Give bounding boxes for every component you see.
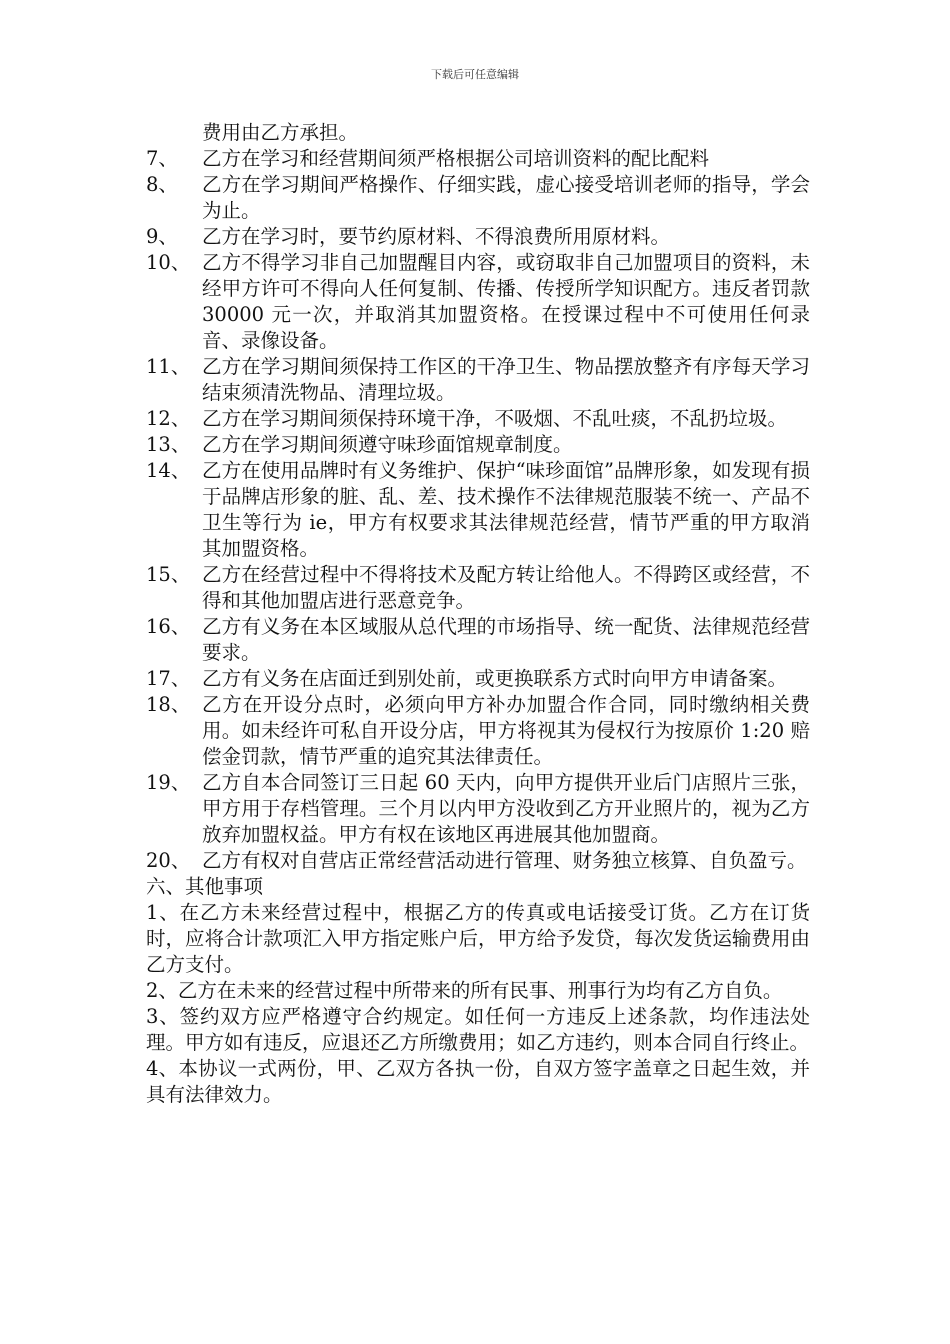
item-number: 19、 xyxy=(146,771,191,794)
item-text: 乙方在学习期间严格操作、仔细实践，虚心接受培训老师的指导，学会为止。 xyxy=(202,173,810,222)
list-item xyxy=(146,432,810,458)
list-item xyxy=(146,406,810,432)
document-body xyxy=(146,120,810,1108)
list-item xyxy=(146,666,810,692)
item-text: 乙方在学习期间须保持环境干净，不吸烟、不乱吐痰，不乱扔垃圾。 xyxy=(202,407,788,430)
item-number: 7、 xyxy=(146,147,178,170)
list-item xyxy=(146,250,810,354)
item-text: 费用由乙方承担。 xyxy=(202,121,359,144)
list-item xyxy=(146,770,810,848)
item-text: 乙方在经营过程中不得将技术及配方转让给他人。不得跨区或经营，不得和其他加盟店进行恶意竞争。 xyxy=(202,563,810,612)
paragraph: 2、乙方在未来的经营过程中所带来的所有民事、刑事行为均有乙方自负。 xyxy=(146,979,783,1002)
list-item xyxy=(146,120,810,146)
paragraph: 1、在乙方未来经营过程中，根据乙方的传真或电话接受订货。乙方在订货时，应将合计款项汇入甲方指定账户后，甲方给予发贷，每次发货运输费用由乙方支付。 xyxy=(146,901,810,976)
page-header: 下载后可任意编辑 xyxy=(431,68,519,81)
list-item xyxy=(146,692,810,770)
item-text: 乙方有权对自营店正常经营活动进行管理、财务独立核算、自负盈亏。 xyxy=(202,849,807,872)
item-number: 8、 xyxy=(146,173,178,196)
item-number: 16、 xyxy=(146,615,191,638)
item-number: 10、 xyxy=(146,251,191,274)
item-text: 乙方在学习期间须遵守味珍面馆规章制度。 xyxy=(202,433,573,456)
list-item xyxy=(146,562,810,614)
section-title: 六、其他事项 xyxy=(146,875,264,898)
item-text: 乙方有义务在本区域服从总代理的市场指导、统一配货、法律规范经营要求。 xyxy=(202,615,810,664)
paragraph: 4、本协议一式两份，甲、乙双方各执一份，自双方签字盖章之日起生效，并具有法律效力。 xyxy=(146,1057,810,1106)
item-text: 乙方在开设分点时，必须向甲方补办加盟合作合同，同时缴纳相关费用。如未经许可私自开设分店，甲方将视其为侵权行为按原价 1:20 赔偿金罚款，情节严重的追究其法律责任。 xyxy=(202,693,810,768)
list-item xyxy=(146,614,810,666)
item-text: 乙方在使用品牌时有义务维护、保护“味珍面馆”品牌形象，如发现有损于品牌店形象的脏、乱、差、技术操作不法律规范服装不统一、产品不卫生等行为 ie，甲方有权要求其法律规范经营，情节严重的甲方取消其加盟资格。 xyxy=(202,459,810,560)
item-text: 乙方在学习期间须保持工作区的干净卫生、物品摆放整齐有序每天学习结束须清洗物品、清理垃圾。 xyxy=(202,355,810,404)
list-item xyxy=(146,458,810,562)
item-text: 乙方在学习和经营期间须严格根据公司培训资料的配比配料 xyxy=(202,147,710,170)
item-number: 18、 xyxy=(146,693,191,716)
list-item xyxy=(146,354,810,406)
item-text: 乙方有义务在店面迁到别处前，或更换联系方式时向甲方申请备案。 xyxy=(202,667,788,690)
item-text: 乙方自本合同签订三日起 60 天内，向甲方提供开业后门店照片三张，甲方用于存档管理。三个月以内甲方没收到乙方开业照片的，视为乙方放弃加盟权益。甲方有权在该地区再进展其他加盟商。 xyxy=(202,771,810,846)
list-item xyxy=(146,146,810,172)
item-number: 14、 xyxy=(146,459,191,482)
list-item xyxy=(146,224,810,250)
item-number: 9、 xyxy=(146,225,178,248)
item-text: 乙方不得学习非自己加盟醒目内容，或窃取非自己加盟项目的资料，未经甲方许可不得向人任何复制、传播、传授所学知识配方。违反者罚款 30000 元一次，并取消其加盟资格。在授课过程中不可使用任何录音、录像设备。 xyxy=(202,251,810,352)
item-text: 乙方在学习时，要节约原材料、不得浪费所用原材料。 xyxy=(202,225,671,248)
paragraph: 3、签约双方应严格遵守合约规定。如任何一方违反上述条款，均作违法处理。甲方如有违反，应退还乙方所缴费用；如乙方违约，则本合同自行终止。 xyxy=(146,1005,810,1054)
list-item xyxy=(146,848,810,874)
item-number: 17、 xyxy=(146,667,191,690)
item-number: 20、 xyxy=(146,849,191,872)
item-number: 11、 xyxy=(146,355,191,378)
list-item xyxy=(146,172,810,224)
item-number: 13、 xyxy=(146,433,191,456)
item-number: 12、 xyxy=(146,407,191,430)
item-number: 15、 xyxy=(146,563,191,586)
